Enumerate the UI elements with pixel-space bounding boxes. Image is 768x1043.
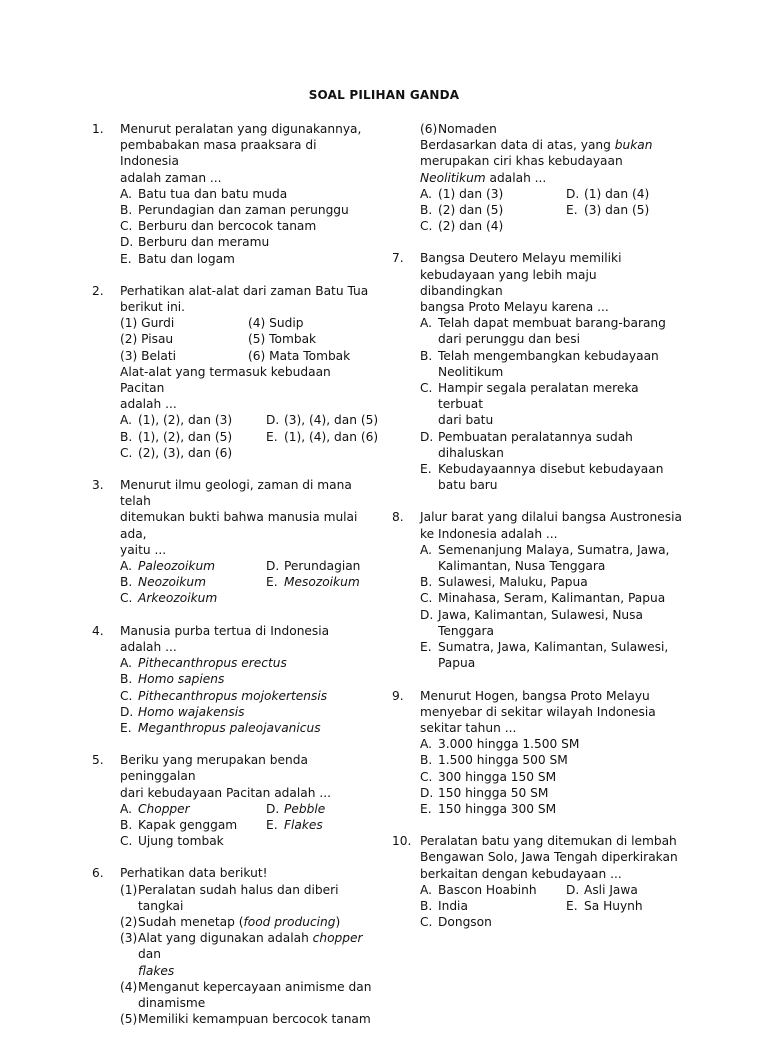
- option-row: [120, 445, 377, 461]
- option-text: Berburu dan meramu: [138, 235, 270, 250]
- option-row: [420, 882, 682, 898]
- option-d[interactable]: [266, 412, 412, 428]
- question-number: 1.: [92, 122, 104, 136]
- option-text: Ujung tombak: [138, 834, 224, 849]
- option-d[interactable]: [266, 558, 412, 574]
- option-text: batu baru: [438, 478, 498, 493]
- question-number: 6.: [92, 866, 104, 881]
- option-letter: B.: [120, 672, 133, 687]
- option-text: 150 hingga 300 SM: [438, 801, 557, 816]
- question-stem-text: Berdasarkan data di atas, yang: [420, 138, 615, 153]
- option-c[interactable]: [420, 218, 566, 234]
- option-text: Pithecanthropus erectus: [138, 656, 287, 671]
- option-text: Kalimantan, Nusa Tenggara: [438, 559, 606, 574]
- option-text: (2), (3), dan (6): [138, 445, 233, 460]
- page-title: SOAL PILIHAN GANDA: [308, 88, 460, 102]
- option-e[interactable]: [120, 251, 377, 267]
- question-stem: adalah ...: [120, 397, 177, 412]
- option-text: Telah dapat membuat barang-barang: [438, 316, 666, 331]
- statement-4: [120, 979, 377, 1011]
- option-c[interactable]: [120, 833, 266, 849]
- option-d[interactable]: [120, 704, 377, 720]
- option-text: Kebudayaannya disebut kebudayaan: [438, 462, 664, 477]
- option-text: Neozoikum: [138, 575, 206, 590]
- option-letter: B.: [420, 575, 433, 590]
- question-stem: Manusia purba tertua di Indonesia: [120, 623, 330, 638]
- option-letter: A.: [420, 737, 432, 752]
- option-text: India: [438, 898, 468, 913]
- option-text: Dongson: [438, 915, 492, 930]
- question-4: [92, 623, 377, 736]
- option-text: Perundagian: [284, 559, 361, 574]
- option-c[interactable]: [120, 445, 266, 461]
- statement-term: chopper: [312, 931, 363, 946]
- question-stem: bangsa Proto Melayu karena ...: [420, 300, 609, 315]
- option-letter: C.: [420, 591, 433, 606]
- option-letter: E.: [120, 251, 132, 266]
- option-text: Hampir segala peralatan mereka terbuat: [438, 381, 639, 412]
- option-e[interactable]: [120, 720, 377, 736]
- option-letter: D.: [266, 559, 280, 574]
- option-b[interactable]: [420, 898, 566, 914]
- option-e[interactable]: [566, 202, 712, 218]
- option-text: Sa Huynh: [584, 898, 643, 913]
- question-stem-text: adalah ...: [485, 170, 547, 185]
- option-letter: D.: [266, 413, 280, 428]
- option-text: dari batu: [438, 413, 494, 428]
- option-text: (2) dan (5): [438, 203, 504, 218]
- statement-text: Alat yang digunakan adalah: [138, 931, 313, 946]
- option-b[interactable]: [420, 752, 682, 768]
- question-2: [92, 283, 377, 461]
- question-stem: Jalur barat yang dilalui bangsa Austronesia: [420, 510, 682, 525]
- question-stem: adalah ...: [120, 639, 177, 654]
- option-text: (1) dan (4): [584, 186, 650, 201]
- statement-text: ): [335, 914, 341, 929]
- option-row: [120, 590, 377, 606]
- question-stem: Peralatan batu yang ditemukan di lembah: [420, 834, 677, 849]
- option-letter: D.: [566, 186, 580, 201]
- statement-number: (6): [420, 122, 438, 136]
- question-stem: dari kebudayaan Pacitan adalah ...: [120, 785, 331, 800]
- question-stem: menyebar di sekitar wilayah Indonesia: [420, 704, 656, 719]
- option-d[interactable]: [420, 607, 682, 639]
- option-letter: E.: [420, 640, 432, 655]
- option-text: Perundagian dan zaman perunggu: [138, 203, 349, 218]
- option-text: (3), (4), dan (5): [284, 413, 379, 428]
- option-text: Flakes: [284, 817, 323, 832]
- option-b[interactable]: [120, 574, 266, 590]
- option-letter: C.: [120, 591, 133, 606]
- option-text: Kapak genggam: [138, 817, 238, 832]
- option-text: dari perunggu dan besi: [438, 332, 581, 347]
- option-letter: E.: [566, 203, 578, 218]
- option-c[interactable]: [120, 218, 377, 234]
- statement-text: Sudah menetap (: [138, 914, 244, 929]
- option-text: (1), (2), dan (5): [138, 429, 233, 444]
- question-stem: sekitar tahun ...: [420, 720, 517, 735]
- question-7: [392, 250, 682, 493]
- item: (3) Belati: [120, 348, 177, 363]
- question-3: [92, 477, 377, 607]
- question-6: [92, 865, 377, 1027]
- option-c[interactable]: [420, 769, 682, 785]
- option-letter: D.: [420, 607, 434, 622]
- item-row: [120, 315, 377, 331]
- right-column: [392, 121, 682, 946]
- option-text: Batu dan logam: [138, 251, 235, 266]
- option-a[interactable]: [120, 801, 266, 817]
- option-a[interactable]: [120, 558, 266, 574]
- option-row: [120, 429, 377, 445]
- option-d[interactable]: [120, 234, 377, 250]
- option-letter: C.: [420, 915, 433, 930]
- option-row: [420, 898, 682, 914]
- statement-number: (2): [120, 914, 138, 929]
- question-5: [92, 752, 377, 849]
- option-e[interactable]: [266, 817, 412, 833]
- option-text: Bascon Hoabinh: [438, 882, 537, 897]
- option-c[interactable]: [420, 380, 682, 429]
- option-letter: D.: [420, 785, 434, 800]
- statement-text: Nomaden: [438, 122, 497, 136]
- option-text: Paleozoikum: [138, 559, 216, 574]
- option-text: Batu tua dan batu muda: [138, 186, 288, 201]
- item: (1) Gurdi: [120, 316, 175, 331]
- option-b[interactable]: [120, 817, 266, 833]
- option-letter: E.: [266, 429, 278, 444]
- statement-1: [120, 882, 377, 914]
- question-stem: [420, 170, 682, 186]
- option-text: (2) dan (4): [438, 219, 504, 234]
- option-text: (3) dan (5): [584, 203, 650, 218]
- option-b[interactable]: [120, 429, 266, 445]
- option-letter: C.: [420, 219, 433, 234]
- option-a[interactable]: [120, 412, 266, 428]
- question-stem: adalah zaman ...: [120, 170, 222, 185]
- option-letter: B.: [120, 575, 133, 590]
- option-e[interactable]: [566, 898, 712, 914]
- question-stem: berkaitan dengan kebudayaan ...: [420, 866, 622, 881]
- statement-text: dinamisme: [138, 995, 206, 1010]
- option-text: Papua: [438, 656, 476, 671]
- option-letter: B.: [120, 429, 133, 444]
- question-number: 4.: [92, 623, 104, 638]
- statement-3: [120, 930, 377, 979]
- question-8: [392, 509, 682, 671]
- option-letter: D.: [420, 429, 434, 444]
- statement-text: Menganut kepercayaan animisme dan: [138, 979, 372, 994]
- option-row: [120, 574, 377, 590]
- option-b[interactable]: [120, 671, 377, 687]
- option-letter: E.: [266, 575, 278, 590]
- question-stem: [420, 137, 682, 153]
- option-d[interactable]: [566, 186, 712, 202]
- question-number: 5.: [92, 753, 104, 768]
- statement-term: food producing: [243, 914, 336, 929]
- option-letter: B.: [420, 348, 433, 363]
- option-row: [120, 412, 377, 428]
- question-stem: ditemukan bukti bahwa manusia mulai ada,: [120, 510, 358, 541]
- question-number: 7.: [392, 251, 404, 266]
- option-letter: C.: [120, 688, 133, 703]
- question-stem-emphasis: bukan: [614, 138, 653, 153]
- option-c[interactable]: [420, 590, 682, 606]
- question-stem: kebudayaan yang lebih maju dibandingkan: [420, 267, 597, 298]
- option-b[interactable]: [120, 202, 377, 218]
- item: (6) Mata Tombak: [248, 348, 351, 363]
- option-letter: E.: [266, 817, 278, 832]
- option-letter: C.: [120, 445, 133, 460]
- option-text: Minahasa, Seram, Kalimantan, Papua: [438, 591, 666, 606]
- option-text: Arkeozoikum: [138, 591, 218, 606]
- question-10: [392, 833, 682, 930]
- question-stem: merupakan ciri khas kebudayaan: [420, 154, 623, 169]
- statement-5: [120, 1011, 377, 1027]
- statement-number: (4): [120, 979, 138, 994]
- question-stem-term: Neolitikum: [420, 170, 486, 185]
- option-letter: A.: [120, 413, 132, 428]
- option-letter: E.: [120, 720, 132, 735]
- question-stem: berikut ini.: [120, 300, 186, 315]
- option-b[interactable]: [420, 348, 682, 380]
- option-letter: D.: [566, 882, 580, 897]
- option-c[interactable]: [420, 914, 566, 930]
- option-text: Mesozoikum: [284, 575, 360, 590]
- option-text: 3.000 hingga 1.500 SM: [438, 737, 580, 752]
- option-letter: A.: [120, 656, 132, 671]
- option-letter: D.: [120, 235, 134, 250]
- statement-2: [120, 914, 377, 930]
- question-number: 3.: [92, 478, 104, 493]
- option-row: [420, 186, 682, 202]
- question-stem: pembabakan masa praaksara di Indonesia: [120, 138, 317, 169]
- item: (4) Sudip: [248, 316, 304, 331]
- option-e[interactable]: [420, 801, 682, 817]
- option-row: [120, 817, 377, 833]
- option-letter: B.: [120, 817, 133, 832]
- option-letter: D.: [120, 704, 134, 719]
- option-b[interactable]: [420, 202, 566, 218]
- option-a[interactable]: [420, 882, 566, 898]
- question-stem: Menurut ilmu geologi, zaman di mana telah: [120, 478, 352, 509]
- option-text: (1), (2), dan (3): [138, 413, 233, 428]
- option-text: 300 hingga 150 SM: [438, 769, 557, 784]
- option-text: Meganthropus paleojavanicus: [138, 720, 321, 735]
- option-row: [120, 833, 377, 849]
- option-a[interactable]: [120, 186, 377, 202]
- option-text: Asli Jawa: [584, 882, 638, 897]
- question-6-continued: [392, 121, 682, 234]
- option-a[interactable]: [420, 315, 682, 347]
- option-c[interactable]: [120, 688, 377, 704]
- option-a[interactable]: [120, 655, 377, 671]
- option-e[interactable]: [266, 574, 412, 590]
- option-d[interactable]: [420, 429, 682, 461]
- option-a[interactable]: [420, 542, 682, 574]
- option-letter: A.: [420, 542, 432, 557]
- option-letter: C.: [120, 834, 133, 849]
- option-letter: C.: [120, 219, 133, 234]
- option-text: 1.500 hingga 500 SM: [438, 753, 568, 768]
- question-number: 8.: [392, 510, 404, 525]
- option-e[interactable]: [266, 429, 412, 445]
- statement-text: Peralatan sudah halus dan diberi tangkai: [138, 882, 339, 913]
- option-e[interactable]: [420, 461, 682, 493]
- option-row: [420, 914, 682, 930]
- question-number: 10.: [392, 834, 412, 849]
- item-row: [120, 331, 377, 347]
- statement-text: dan: [138, 947, 161, 962]
- statement-text: Memiliki kemampuan bercocok tanam: [138, 1012, 371, 1027]
- option-text: Sumatra, Jawa, Kalimantan, Sulawesi,: [438, 640, 669, 655]
- option-text: Pebble: [284, 801, 326, 816]
- statement-number: (1): [120, 882, 138, 897]
- option-text: Homo wajakensis: [138, 704, 245, 719]
- question-number: 2.: [92, 283, 104, 298]
- option-text: Jawa, Kalimantan, Sulawesi, Nusa: [438, 607, 643, 622]
- statement-6: [420, 121, 682, 137]
- option-e[interactable]: [420, 639, 682, 671]
- question-stem: Alat-alat yang termasuk kebudaan Pacitan: [120, 364, 331, 396]
- option-letter: E.: [420, 462, 432, 477]
- question-stem: Bengawan Solo, Jawa Tengah diperkirakan: [420, 850, 678, 865]
- question-9: [392, 688, 682, 818]
- option-text: Tenggara: [438, 623, 495, 638]
- question-stem: Bangsa Deutero Melayu memiliki: [420, 251, 622, 266]
- question-stem: Perhatikan alat-alat dari zaman Batu Tua: [120, 283, 369, 298]
- option-letter: C.: [420, 381, 433, 396]
- option-letter: A.: [420, 316, 432, 331]
- option-d[interactable]: [566, 882, 712, 898]
- option-a[interactable]: [420, 736, 682, 752]
- option-d[interactable]: [420, 785, 682, 801]
- option-letter: C.: [420, 769, 433, 784]
- question-stem: Perhatikan data berikut!: [120, 866, 268, 881]
- option-text: (1), (4), dan (6): [284, 429, 379, 444]
- option-letter: B.: [420, 753, 433, 768]
- option-letter: D.: [266, 801, 280, 816]
- option-text: Pithecanthropus mojokertensis: [138, 688, 328, 703]
- question-stem: ke Indonesia adalah ...: [420, 526, 558, 541]
- option-text: Chopper: [138, 801, 190, 816]
- option-text: Pembuatan peralatannya sudah: [438, 429, 633, 444]
- question-stem: Beriku yang merupakan benda peninggalan: [120, 753, 308, 784]
- option-letter: A.: [420, 882, 432, 897]
- option-letter: A.: [120, 559, 132, 574]
- option-text: Semenanjung Malaya, Sumatra, Jawa,: [438, 542, 670, 557]
- question-1: [92, 121, 377, 267]
- question-number: 9.: [392, 688, 404, 703]
- left-column: [92, 121, 377, 1043]
- question-stem: yaitu ...: [120, 542, 167, 557]
- option-letter: E.: [420, 801, 432, 816]
- option-text: Berburu dan bercocok tanam: [138, 219, 317, 234]
- option-letter: A.: [420, 186, 432, 201]
- option-row: [420, 202, 682, 218]
- statement-number: (5): [120, 1012, 138, 1027]
- option-text: dihaluskan: [438, 445, 504, 460]
- option-letter: B.: [420, 203, 433, 218]
- option-text: (1) dan (3): [438, 186, 504, 201]
- statement-term: flakes: [138, 963, 175, 978]
- option-text: 150 hingga 50 SM: [438, 785, 549, 800]
- option-letter: A.: [120, 801, 132, 816]
- option-text: Telah mengembangkan kebudayaan: [438, 348, 659, 363]
- option-b[interactable]: [420, 574, 682, 590]
- item: (2) Pisau: [120, 332, 174, 347]
- option-letter: B.: [420, 898, 433, 913]
- option-letter: A.: [120, 186, 132, 201]
- option-row: [420, 218, 682, 234]
- option-text: Homo sapiens: [138, 672, 225, 687]
- option-letter: E.: [566, 898, 578, 913]
- question-stem: Menurut Hogen, bangsa Proto Melayu: [420, 688, 650, 703]
- option-text: Neolitikum: [438, 364, 504, 379]
- option-row: [120, 558, 377, 574]
- item-row: [120, 348, 377, 364]
- question-stem: Menurut peralatan yang digunakannya,: [120, 122, 362, 136]
- statement-number: (3): [120, 931, 138, 946]
- option-c[interactable]: [120, 590, 266, 606]
- option-d[interactable]: [266, 801, 412, 817]
- item: (5) Tombak: [248, 332, 317, 347]
- option-a[interactable]: [420, 186, 566, 202]
- option-text: Sulawesi, Maluku, Papua: [438, 575, 588, 590]
- option-letter: B.: [120, 203, 133, 218]
- option-row: [120, 801, 377, 817]
